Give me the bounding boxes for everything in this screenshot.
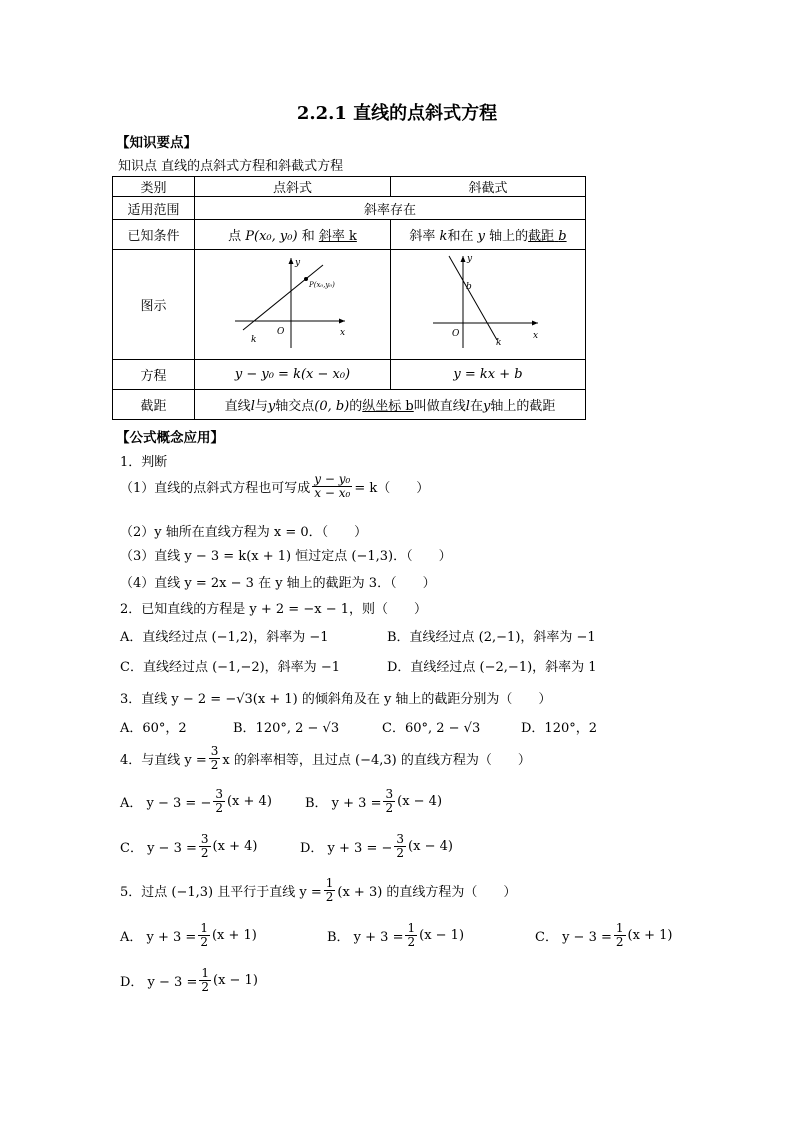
- q3-option-c: C．60°, 2 − √3: [382, 721, 481, 736]
- q4-d-den: 2: [396, 846, 405, 861]
- x-axis-arrow: [532, 321, 538, 326]
- int-c: 轴交点: [275, 399, 315, 414]
- q2-option-b: B．直线经过点 (2,−1)，斜率为 −1: [387, 630, 596, 645]
- q4-den: 2: [210, 758, 219, 773]
- cond-si-y: y: [477, 229, 485, 244]
- q1-b: （2）y 轴所在直线方程为 x = 0．（ ）: [120, 525, 368, 540]
- line-l: [449, 256, 497, 340]
- x-label: x: [533, 331, 539, 341]
- scope-value: 斜率存在: [195, 197, 586, 220]
- q1-a-fraction: [312, 473, 352, 500]
- cond-ps-slope: 斜率 k: [318, 229, 357, 244]
- col-header-point-slope: 点斜式: [195, 177, 391, 197]
- int-e: 叫做直线: [413, 399, 466, 414]
- q4-a-num: 3: [215, 787, 223, 801]
- q3-option-a: A．60°，2: [120, 721, 187, 736]
- q5-a-den: 2: [200, 935, 208, 950]
- int-a: 直线: [224, 399, 251, 414]
- k-label: k: [251, 335, 257, 345]
- y-axis-arrow: [461, 256, 466, 262]
- q5-a-pre: A． y + 3 =: [120, 930, 197, 946]
- q4-post: x 的斜率相等，且过点 (−4,3) 的直线方程为（ ）: [222, 753, 531, 769]
- line-l: [243, 265, 323, 330]
- row-label-category: 类别: [113, 177, 195, 197]
- q4-b-num: 3: [385, 787, 394, 801]
- int-l2: l: [465, 399, 470, 414]
- q4-d-fraction: [394, 833, 406, 860]
- q5-den: 2: [325, 890, 334, 905]
- q4-a-pre: A． y − 3 = −: [120, 796, 212, 812]
- q3-option-d: D．120°，2: [521, 721, 598, 736]
- y-label: y: [467, 254, 473, 264]
- q3-stem: 3．直线 y − 2 = −√3(x + 1) 的倾斜角及在 y 轴上的截距分别为（ ）: [120, 692, 552, 707]
- cond-si-b: b: [558, 229, 567, 244]
- q5-a-post: (x + 1): [211, 928, 257, 944]
- row-label-intercept: 截距: [113, 390, 195, 420]
- q1-a: [120, 473, 429, 500]
- q1-a-den: x − x₀: [314, 486, 351, 501]
- origin-label: O: [452, 329, 460, 339]
- q4-d-pre: D． y + 3 = −: [300, 841, 393, 857]
- cond-si-jj: 截距: [528, 229, 555, 244]
- cond-si-mid: 和在: [447, 229, 474, 244]
- q2-stem: 2．已知直线的方程是 y + 2 = −x − 1，则（ ）: [120, 602, 427, 617]
- q4-option-d: [300, 833, 453, 860]
- cond-ps-mid: 和: [301, 229, 315, 244]
- q2-option-d: D．直线经过点 (−2,−1)，斜率为 1: [387, 660, 597, 675]
- q5-a-num: 1: [200, 921, 208, 935]
- int-l: l: [250, 399, 255, 414]
- knowledge-point-title: 知识点 直线的点斜式方程和斜截式方程: [118, 159, 344, 174]
- point-slope-graph: [195, 250, 390, 355]
- cond-si-intercept: [528, 229, 566, 244]
- q4-fraction: [209, 745, 221, 772]
- q5-pre: 5．过点 (−1,3) 且平行于直线 y =: [120, 885, 322, 901]
- q1-a-pre: （1）直线的点斜式方程也可写成: [120, 481, 311, 497]
- y-label: y: [295, 258, 301, 268]
- q1-head: 1．判断: [120, 455, 168, 470]
- q5-fraction: [324, 877, 336, 904]
- k-label: k: [496, 338, 502, 348]
- int-y2: y: [482, 399, 491, 414]
- q5-option-d: [120, 967, 258, 994]
- cond-ps-pre: 点: [228, 229, 242, 244]
- q1-d: （4）直线 y = 2x − 3 在 y 轴上的截距为 3．（ ）: [120, 576, 436, 591]
- q4-a-den: 2: [215, 801, 223, 816]
- section-application: 【公式概念应用】: [116, 430, 224, 446]
- slope-intercept-graph: [391, 250, 585, 355]
- int-f: 在: [469, 399, 483, 414]
- q4-b-fraction: [383, 788, 395, 815]
- row-label-condition: 已知条件: [113, 220, 195, 250]
- q4-a-fraction: [213, 788, 225, 815]
- q5-b-pre: B． y + 3 =: [327, 930, 404, 946]
- equation-point-slope: y − y₀ = k(x − x₀): [195, 360, 391, 390]
- q5-d-fraction: [199, 967, 211, 994]
- q5-d-num: 1: [201, 966, 209, 980]
- x-axis-arrow: [339, 319, 345, 324]
- condition-point-slope: [195, 220, 391, 250]
- q5-b-num: 1: [407, 921, 416, 935]
- q2-option-a: A．直线经过点 (−1,2)，斜率为 −1: [120, 630, 329, 645]
- q4-b-post: (x − 4): [397, 794, 443, 810]
- figure-slope-intercept: [391, 250, 586, 360]
- row-label-equation: 方程: [113, 360, 195, 390]
- figure-point-slope: [195, 250, 391, 360]
- y-axis-arrow: [289, 258, 294, 264]
- q4-d-num: 3: [396, 832, 405, 846]
- col-header-slope-intercept: 斜截式: [391, 177, 586, 197]
- q5-option-a: [120, 922, 257, 949]
- q5-d-post: (x − 1): [213, 973, 258, 989]
- cond-si-mid2: 轴上的: [489, 229, 529, 244]
- q4-option-b: [305, 788, 442, 815]
- condition-slope-intercept: [391, 220, 586, 250]
- q4-b-pre: B． y + 3 =: [305, 796, 382, 812]
- q5-option-c: [535, 922, 672, 949]
- q5-c-num: 1: [615, 921, 624, 935]
- q1-a-post: = k（ ）: [354, 481, 430, 497]
- q4-c-fraction: [199, 833, 211, 860]
- q5-d-den: 2: [201, 980, 209, 995]
- q5-b-post: (x − 1): [419, 928, 465, 944]
- q5-option-b: [327, 922, 464, 949]
- int-b: 与: [254, 399, 268, 414]
- q4-c-num: 3: [200, 832, 209, 846]
- intercept-definition: [195, 390, 586, 420]
- section-knowledge: 【知识要点】: [116, 135, 197, 151]
- q4-num: 3: [210, 744, 219, 758]
- q4-pre: 4．与直线 y =: [120, 753, 207, 769]
- q5-c-pre: C． y − 3 =: [535, 930, 612, 946]
- q5-d-pre: D． y − 3 =: [120, 975, 198, 991]
- q4-option-a: [120, 788, 272, 815]
- page-title: 2.2.1 直线的点斜式方程: [296, 103, 498, 124]
- b-label: b: [466, 282, 472, 292]
- cond-si-k: k: [439, 229, 448, 244]
- q4-a-post: (x + 4): [226, 794, 272, 810]
- int-d: 的: [349, 399, 363, 414]
- row-label-figure: 图示: [113, 250, 195, 360]
- q1-a-num: y − y₀: [314, 472, 351, 486]
- q4-c-post: (x + 4): [212, 839, 258, 855]
- q5-stem: [120, 877, 516, 904]
- cond-ps-point: P(x₀, y₀): [245, 229, 298, 244]
- q5-c-post: (x + 1): [627, 928, 673, 944]
- p-label: P(x₀,y₀): [309, 281, 335, 289]
- q4-c-pre: C． y − 3 =: [120, 841, 197, 857]
- int-point: (0, b): [314, 399, 350, 414]
- q4-stem: [120, 745, 531, 772]
- q4-b-den: 2: [385, 801, 394, 816]
- q4-option-c: [120, 833, 257, 860]
- int-ycoord: 纵坐标 b: [362, 399, 414, 414]
- knowledge-table: [112, 176, 586, 420]
- int-y: y: [267, 399, 276, 414]
- cond-si-pre: 斜率: [409, 229, 436, 244]
- q5-b-fraction: [405, 922, 417, 949]
- origin-label: O: [277, 327, 285, 337]
- x-label: x: [340, 328, 346, 338]
- q5-c-den: 2: [615, 935, 624, 950]
- q5-c-fraction: [614, 922, 626, 949]
- row-label-scope: 适用范围: [113, 197, 195, 220]
- q5-b-den: 2: [407, 935, 416, 950]
- q5-num: 1: [325, 876, 334, 890]
- q1-c: （3）直线 y − 3 = k(x + 1) 恒过定点 (−1,3)．（ ）: [120, 549, 452, 564]
- q5-a-fraction: [198, 922, 210, 949]
- int-g: 轴上的截距: [490, 399, 556, 414]
- q4-c-den: 2: [200, 846, 209, 861]
- q3-option-b: B．120°, 2 − √3: [233, 721, 340, 736]
- q2-option-c: C．直线经过点 (−1,−2)，斜率为 −1: [120, 660, 340, 675]
- q5-post: (x + 3) 的直线方程为（ ）: [337, 885, 517, 901]
- equation-slope-intercept: y = kx + b: [391, 360, 586, 390]
- q4-d-post: (x − 4): [408, 839, 453, 855]
- point-p: [304, 277, 308, 281]
